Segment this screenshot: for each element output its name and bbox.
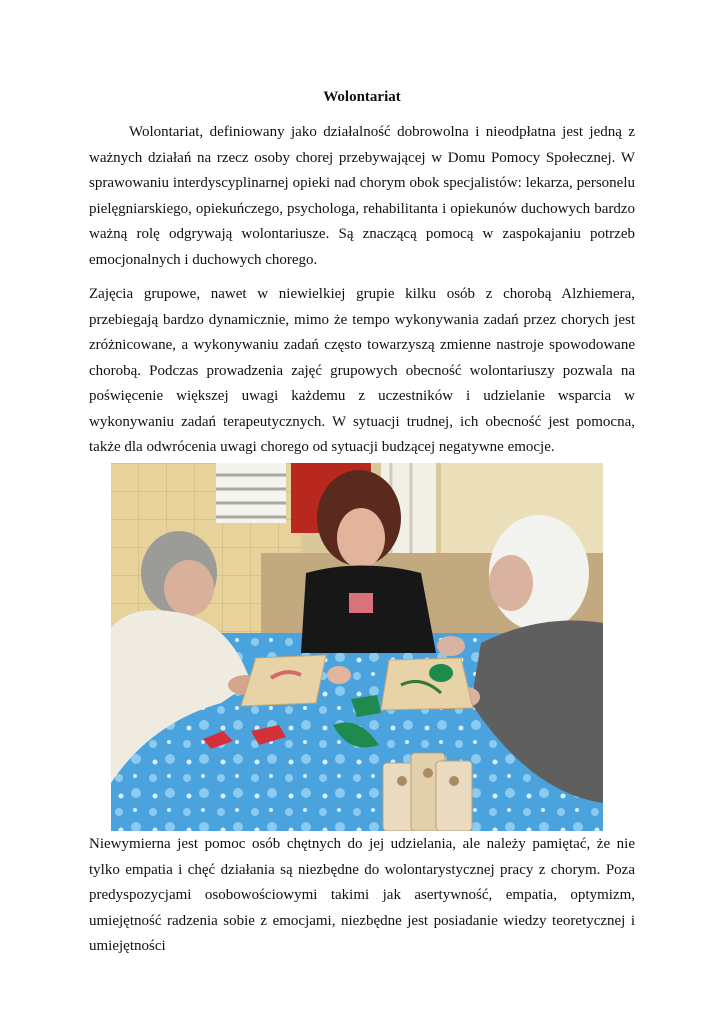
paragraph: Wolontariat, definiowany jako działalność dobrowolna i nieodpłatna jest jedną z ważnych działań na rzecz osoby chorej przebywającej w Domu Pomocy Społecznej. W sprawowaniu interdyscyplinarnej opieki nad chorym obok specjalistów: lekarza, personelu pielęgniarskiego, opiekuńczego, psychologa, rehabilitanta i opiekunów duchowych bardzo ważną rolę odgrywają wolontariusze. Są znaczącą pomocą w zaspokajaniu potrzeb emocjonalnych i duchowych chorego. [89, 124, 635, 268]
paragraph: Niewymierna jest pomoc osób chętnych do jej udzielania, ale należy pamiętać, że nie tylko empatia i chęć działania są niezbędne do wolontarystycznej pracy z chorym. Poza predyspozycjami osobowościowymi takimi jak asertywność, empatia, optymizm, umiejętność radzenia sobie z emocjami, niezbędne jest posiadanie wiedzy teoretycznej i umiejętności [89, 836, 635, 954]
page-title: Wolontariat [323, 89, 401, 105]
photo-volunteer-activity [111, 463, 603, 831]
paragraph: Zajęcia grupowe, nawet w niewielkiej grupie kilku osób z chorobą Alzhiemera, przebiegają bardzo dynamicznie, mimo że tempo wykonywania zadań przez chorych jest zróżnicowane, a wykonywaniu zadań często towarzyszą zmienne nastroje spowodowane chorobą. Podczas prowadzenia zajęć grupowych obecność wolontariuszy pozwala na poświęcenie większej uwagi każdemu z uczestników i udzielanie wsparcia w wykonywaniu zadań terapeutycznych. W sytuacji trudnej, ich obecność jest pomocna, także dla odwrócenia uwagi chorego od sytuacji budzącej negatywne emocje. [89, 286, 635, 455]
